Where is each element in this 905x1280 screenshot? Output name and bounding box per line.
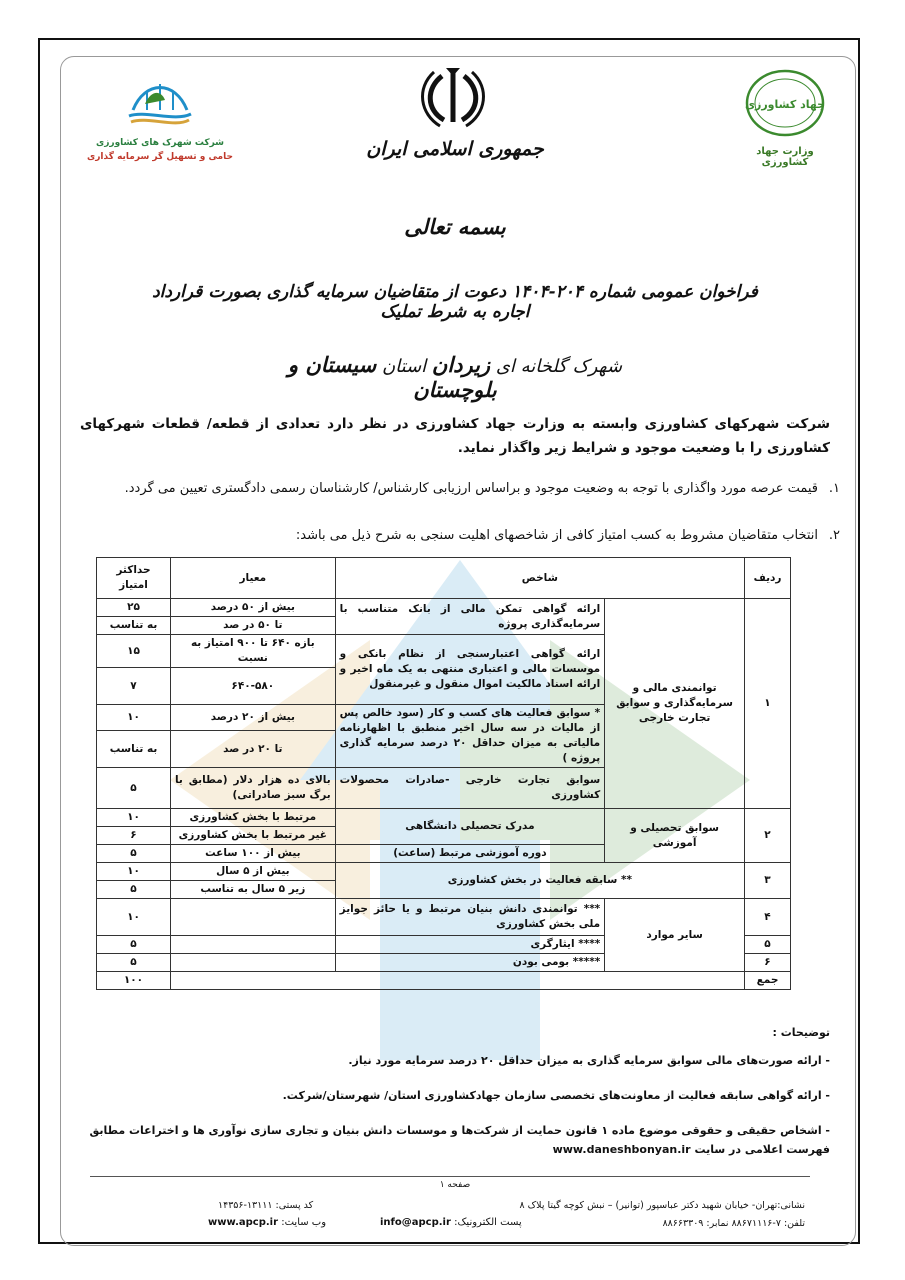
header-row: ردیف: [745, 558, 791, 599]
footer-website: [208, 1217, 326, 1228]
note-3: [80, 1121, 830, 1159]
group-6-indicator: ***** بومی بودن: [335, 954, 605, 972]
group-5-number: ۵: [745, 936, 791, 954]
note-2: - ارائه گواهی سابقه فعالیت از معاونت‌های تخصصی سازمان جهادکشاورزی استان/ شهرستان/شرکت.: [282, 1089, 830, 1102]
group-2-sub-2: دوره آموزشی مرتبط (ساعت): [335, 845, 605, 863]
row-4-criterion: ۶۴۰-۵۸۰: [170, 668, 335, 705]
row-3-max: ۱۵: [97, 635, 171, 668]
row-2-criterion: تا ۵۰ در صد: [170, 617, 335, 635]
row-4-max: ۷: [97, 668, 171, 705]
group-1-sub-4: سوابق تجارت خارجی -صادرات محصولات کشاورزی: [335, 768, 605, 809]
ministry-emblem-icon: [743, 68, 827, 138]
row-5-max: ۱۰: [97, 705, 171, 731]
group-3-number: ۳: [745, 863, 791, 899]
town-name: زیردان: [431, 352, 491, 377]
total-spacer: [170, 972, 744, 990]
table-row: [97, 899, 791, 936]
row-12-criterion: زیر ۵ سال به تناسب: [170, 881, 335, 899]
header-max: حداکثر امتیاز: [97, 558, 171, 599]
row-12-max: ۵: [97, 881, 171, 899]
other-items-title: سایر موارد: [605, 899, 745, 972]
greenhouse-logo-icon: [125, 70, 195, 132]
criteria-table: [96, 557, 791, 990]
row-1-max: ۲۵: [97, 599, 171, 617]
group-6-max: ۵: [97, 954, 171, 972]
note-3-site-link[interactable]: www.daneshbonyan.ir: [552, 1143, 691, 1156]
condition-2: [80, 526, 840, 546]
row-3-criterion: بازه ۶۴۰ تا ۹۰۰ امتیاز به نسبت: [170, 635, 335, 668]
row-10-max: ۵: [97, 845, 171, 863]
footer-phone: تلفن: ۷-۸۸۶۷۱۱۱۶ نمابر: ۸۸۶۶۳۳۰۹: [662, 1218, 805, 1229]
footer-address: نشانی:تهران- خیابان شهید دکتر عباسپور (توانیر) – نبش کوچه گیتا پلاک ۸: [519, 1200, 805, 1211]
row-10-criterion: بیش از ۱۰۰ ساعت: [170, 845, 335, 863]
header-indicator: شاخص: [335, 558, 744, 599]
condition-2-number: ۲.: [828, 528, 840, 543]
group-4-max: ۱۰: [97, 899, 171, 936]
bismillah: بسمه تعالی: [404, 214, 506, 239]
group-4-criterion: [170, 899, 335, 936]
group-5-max: ۵: [97, 936, 171, 954]
footer-divider: [90, 1176, 810, 1177]
row-11-criterion: بیش از ۵ سال: [170, 863, 335, 881]
group-1-number: ۱: [745, 599, 791, 809]
group-3-indicator: ** سابقه فعالیت در بخش کشاورزی: [335, 863, 744, 899]
row-6-criterion: تا ۲۰ در صد: [170, 731, 335, 768]
group-2-sub-1: مدرک تحصیلی دانشگاهی: [335, 809, 605, 845]
footer-postal-code: کد پستی: ۱۳۱۱۱-۱۴۳۵۶: [218, 1200, 314, 1211]
group-5-indicator: **** ایثارگری: [335, 936, 605, 954]
condition-1-text: قیمت عرصه مورد واگذاری با توجه به وضعیت موجود و براساس ارزیابی کارشناس/ کارشناسان رسمی دادگستری تعیین می گردد.: [124, 481, 818, 496]
note-3-text: - اشخاص حقیقی و حقوقی موضوع ماده ۱ قانون حمایت از شرکت‌ها و موسسات دانش بنیان و تجاری سازی نوآوری ها و اختراعات مطابق فهرست اعلامی در سایت: [89, 1124, 830, 1156]
footer-website-label: وب سایت:: [281, 1217, 327, 1228]
ministry-logo: [740, 68, 830, 168]
row-7-criterion: بالای ده هزار دلار (مطابق با برگ سبز صادراتی): [170, 768, 335, 809]
town-mid: استان: [381, 356, 427, 377]
row-1-criterion: بیش از ۵۰ درصد: [170, 599, 335, 617]
table-header-row: [97, 558, 791, 599]
republic-title: جمهوری اسلامی ایران: [366, 138, 544, 160]
table-row: [97, 599, 791, 617]
group-4-indicator: *** توانمندی دانش بنیان مرتبط و یا حائز جوایز ملی بخش کشاورزی: [335, 899, 605, 936]
group-5-criterion: [170, 936, 335, 954]
page-number: صفحه ۱: [439, 1180, 471, 1190]
row-9-criterion: غیر مرتبط با بخش کشاورزی: [170, 827, 335, 845]
iran-emblem-icon: [418, 62, 488, 132]
province-name: سیستان و بلوچستان: [287, 352, 497, 402]
town-line: [250, 352, 660, 402]
table-row: [97, 863, 791, 881]
company-caption-line1: شرکت شهرک های کشاورزی: [95, 138, 225, 148]
condition-1-number: ۱.: [828, 481, 840, 496]
company-logo: [70, 70, 250, 164]
table-row: [97, 809, 791, 827]
notes-section: [80, 1026, 830, 1175]
table-total-row: [97, 972, 791, 990]
town-prefix: شهرک گلخانه ای: [495, 356, 623, 377]
group-6-criterion: [170, 954, 335, 972]
total-label: جمع: [745, 972, 791, 990]
footer-email-label: پست الکترونیک:: [454, 1217, 522, 1228]
row-2-max: به تناسب: [97, 617, 171, 635]
row-7-max: ۵: [97, 768, 171, 809]
ministry-caption: وزارت جهاد کشاورزی: [756, 146, 814, 168]
row-5-criterion: بیش از ۲۰ درصد: [170, 705, 335, 731]
group-1-sub-2: ارائه گواهی اعتبارسنجی از نظام بانکی و موسسات مالی و اعتباری منتهی به یک ماه اخیر و ارائه اسناد مالکیت اموال منقول و غیرمنقول: [335, 635, 605, 705]
group-2-title: سوابق تحصیلی و آموزشی: [605, 809, 745, 863]
note-1: - ارائه صورت‌های مالی سوابق سرمایه گذاری به میزان حداقل ۲۰ درصد سرمایه مورد نیاز.: [348, 1054, 830, 1067]
notes-title: توضیحات :: [772, 1026, 830, 1039]
row-8-max: ۱۰: [97, 809, 171, 827]
group-6-number: ۶: [745, 954, 791, 972]
iran-emblem: [418, 62, 488, 136]
group-1-sub-1: ارائه گواهی تمکن مالی از بانک متناسب با سرمایه‌گذاری پروژه: [335, 599, 605, 635]
group-2-number: ۲: [745, 809, 791, 863]
row-6-max: به تناسب: [97, 731, 171, 768]
condition-1: [80, 479, 840, 499]
row-11-max: ۱۰: [97, 863, 171, 881]
call-title: فراخوان عمومی شماره ۲۰۴-۱۴۰۴ دعوت از متقاضیان سرمایه گذاری بصورت قرارداد اجاره به شرط تملیک: [152, 282, 758, 322]
condition-2-text: انتخاب متقاضیان مشروط به کسب امتیاز کافی از شاخصهای اهلیت سنجی به شرح ذیل می باشد:: [295, 528, 818, 543]
group-4-number: ۴: [745, 899, 791, 936]
footer-email-link[interactable]: info@apcp.ir: [380, 1217, 451, 1228]
header-criterion: معیار: [170, 558, 335, 599]
row-8-criterion: مرتبط با بخش کشاورزی: [170, 809, 335, 827]
row-9-max: ۶: [97, 827, 171, 845]
ministry-badge-text: جهاد کشاورزی: [744, 98, 826, 111]
group-1-sub-3: * سوابق فعالیت های کسب و کار (سود خالص پس از مالیات در سه سال اخیر منطبق با اظهارنامه مالیاتی به میزان حداقل ۲۰ درصد سرمایه گذاری پروژه ): [335, 705, 605, 768]
intro-paragraph: شرکت شهرکهای کشاورزی وابسته به وزارت جهاد کشاورزی در نظر دارد تعدادی از قطعه/ قطعات شهرکهای کشاورزی را با وضعیت موجود و شرایط زیر واگذار نماید.: [80, 416, 830, 456]
total-max: ۱۰۰: [97, 972, 171, 990]
company-caption-line2: حامی و تسهیل گر سرمایه گذاری: [86, 152, 233, 162]
footer-email: [380, 1217, 522, 1228]
footer-website-link[interactable]: www.apcp.ir: [208, 1217, 279, 1228]
group-1-title: توانمندی مالی و سرمایه‌گذاری و سوابق تجارت خارجی: [605, 599, 745, 809]
